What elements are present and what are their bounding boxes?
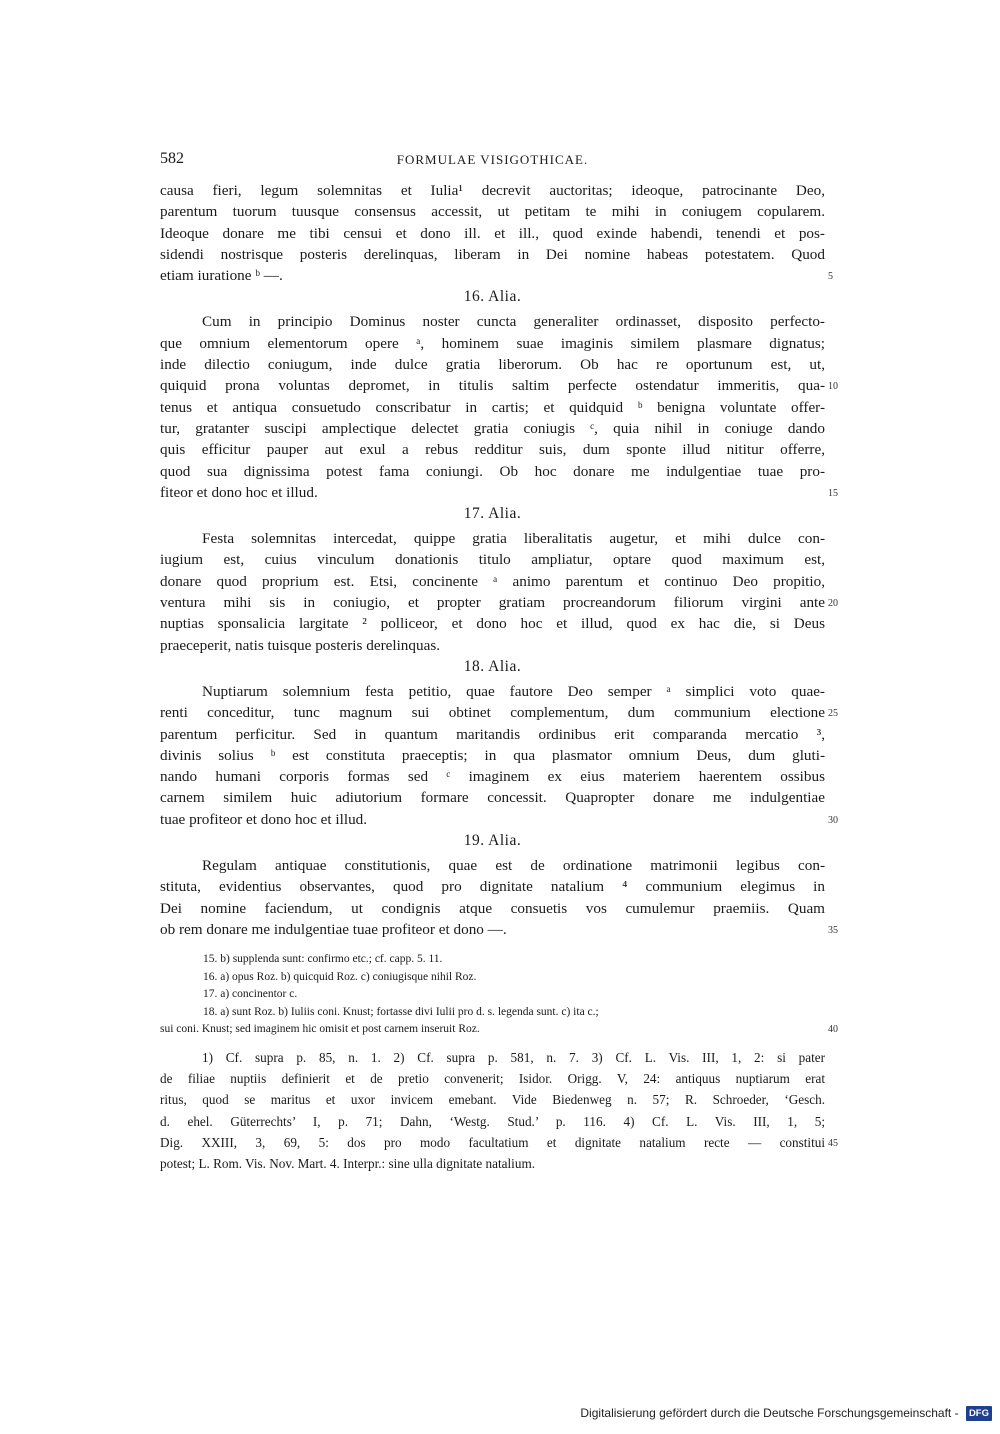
critical-note-line-text: 18. a) sunt Roz. b) Iuliis coni. Knust; fortasse divi Iulii pro d. s. legenda sunt. c) ita c.; [203, 1005, 599, 1018]
text-line [160, 375, 838, 396]
footnotes [160, 1047, 838, 1175]
text-line [160, 787, 825, 808]
critical-note-line-text: 15. b) supplenda sunt: confirmo etc.; cf. capp. 5. 11. [203, 953, 443, 966]
critical-note-line [160, 1021, 838, 1039]
page [160, 150, 838, 1174]
text-line [160, 809, 838, 830]
critical-note-line [160, 1004, 825, 1022]
text-line [160, 745, 825, 766]
critical-apparatus [160, 951, 838, 1039]
line-number: 35 [828, 924, 838, 936]
critical-note-line-text: sui coni. Knust; sed imaginem hic omisit et post carnem inseruit Roz. [160, 1023, 480, 1036]
text-line [160, 613, 825, 634]
section-heading: 19. Alia. [463, 832, 522, 850]
text-line-text: divinis solius ᵇ est constituta praeceptis; in qua plasmator omnium Deus, dum gluti- [160, 746, 825, 764]
text-line [160, 919, 838, 940]
line-number: 15 [828, 487, 838, 499]
text-line-text: Ideoque donare me tibi censui et dono ill. et ill., quod exinde habendi, tenendi et pos- [160, 224, 825, 242]
line-number: 30 [828, 814, 838, 826]
footnote-line-text: ritus, quod se maritus et uxor invicem emebant. Vide Biedenweg n. 57; R. Schroeder, ‘Gesch. [160, 1092, 825, 1108]
text-line-text: parentum tuorum tuusque consensus accessit, ut petitam te mihi in coniugem copularem. [160, 203, 825, 221]
text-section [160, 656, 838, 830]
line-number: 25 [828, 708, 838, 720]
text-line [160, 898, 825, 919]
page-number: 582 [160, 150, 184, 167]
text-line [160, 681, 825, 702]
text-line [160, 571, 825, 592]
text-line [160, 201, 825, 222]
text-line-text: Dei nomine faciendum, ut condignis atque consuetis vos cumulemur praemiis. Quam [160, 899, 825, 917]
footnote-line [160, 1068, 825, 1089]
text-line [160, 223, 825, 244]
footnote-line-text: de filiae nuptiis definierit et de pretio convenerit; Isidor. Origg. V, 24: antiquus nuptiarum erat [160, 1071, 825, 1086]
text-line-text: Nuptiarum solemnium festa petitio, quae fautore Deo semper ᵃ simplici voto quae- [202, 682, 825, 700]
text-line-text: quis efficitur pauper aut exul a rebus redditur suis, dum sponte illud nititur offerre, [160, 441, 825, 459]
critical-note-line [160, 986, 825, 1004]
section-heading: 16. Alia. [463, 288, 522, 306]
text-line-text: que omnium elementorum opere ᵃ, hominem suae imaginis similem plasmare dignatus; [160, 334, 825, 352]
text-line-text: Festa solemnitas intercedat, quippe gratia liberalitatis augetur, et mihi dulce con- [202, 530, 825, 548]
text-line [160, 333, 825, 354]
critical-note-line-text: 16. a) opus Roz. b) quicquid Roz. c) coniugisque nihil Roz. [203, 970, 477, 983]
footnote-line-text: d. ehel. Güterrechts’ I, p. 71; Dahn, ‘Westg. Stud.’ p. 116. 4) Cf. L. Vis. III, 1, 5; [160, 1113, 825, 1129]
text-line [160, 855, 825, 876]
text-line-text: inde dilectio coniugum, inde dulce gratia liberorum. Ob hac re oportunum est, ut, [160, 356, 825, 374]
line-number: 40 [828, 1024, 838, 1036]
dfg-logo: DFG [966, 1406, 992, 1421]
text-line-text: iugium est, cuius vinculum donationis titulo ampliatur, optare quod maximum est, [160, 551, 825, 569]
text-line-text: tuae profiteor et dono hoc et illud. [160, 810, 368, 828]
critical-note-line [160, 969, 825, 987]
text-line [160, 244, 825, 265]
text-line [160, 549, 825, 570]
line-number: 5 [828, 271, 833, 283]
text-section [160, 830, 838, 940]
text-line-text: nando humani corporis formas sed ᶜ imaginem ex eius materiem haerentem ossibus [160, 768, 825, 786]
section-heading: 18. Alia. [463, 657, 522, 675]
footnote-line-text: potest; L. Rom. Vis. Nov. Mart. 4. Interpr.: sine ulla dignitate natalium. [160, 1156, 535, 1172]
main-text [160, 180, 838, 940]
text-line-text: fiteor et dono hoc et illud. [160, 483, 318, 501]
credit-text: Digitalisierung gefördert durch die Deutsche Forschungsgemeinschaft - [580, 1406, 959, 1420]
text-line [160, 635, 825, 656]
text-line [160, 418, 825, 439]
line-number: 20 [828, 598, 838, 610]
text-line [160, 702, 838, 723]
text-line-text: Regulam antiquae constitutionis, quae est de ordinatione matrimonii legibus con- [202, 857, 825, 875]
text-line-text: etiam iuratione ᵇ —. [160, 267, 283, 285]
footnote-line [160, 1111, 825, 1132]
text-line-text: stituta, evidentius observantes, quod pro dignitate natalium ⁴ communium elegimus in [160, 878, 825, 896]
text-line [160, 724, 825, 745]
text-line-text: tur, gratanter suscipi amplectique delectet gratia coniugis ᶜ, quia nihil in coniuge dando [160, 419, 825, 437]
critical-note-line [160, 951, 825, 969]
text-line [160, 311, 825, 332]
footnote-line [160, 1047, 825, 1068]
running-title: FORMULAE VISIGOTHICAE. [396, 152, 589, 167]
critical-note-line-text: 17. a) concinentor c. [203, 988, 298, 1001]
digitization-credit [580, 1402, 992, 1424]
text-line [160, 482, 838, 503]
text-line-text: tenus et antiqua consuetudo conscribatur in cartis; et quidquid ᵇ benigna voluntate offer- [160, 398, 825, 416]
text-section [160, 180, 833, 286]
text-line [160, 180, 825, 201]
line-number: 45 [828, 1137, 838, 1149]
text-line-text: quiquid prona voluntas depromet, in titulis saltim perfecte ostendatur immeritis, qua- [160, 377, 825, 395]
page-header [160, 150, 825, 180]
text-section [160, 503, 838, 656]
text-line [160, 439, 825, 460]
footnote-line [160, 1132, 838, 1153]
text-line-text: praeceperit, natis tuisque posteris derelinquas. [160, 636, 441, 654]
text-line [160, 528, 825, 549]
footnote-line-text: Dig. XXIII, 3, 69, 5: dos pro modo facultatium et dignitate natalium recte — constitui [160, 1134, 825, 1150]
text-line [160, 766, 825, 787]
text-section [160, 286, 838, 503]
text-line-text: renti conceditur, tunc magnum sui obtinet complementum, dum communium electione [160, 704, 825, 722]
line-number: 10 [828, 381, 838, 393]
text-line-text: quod sua dignissima potest fama coniungi. Ob hoc donare me indulgentiae tuae pro- [160, 462, 825, 480]
text-line [160, 354, 825, 375]
text-line [160, 265, 833, 286]
text-line-text: donare quod proprium est. Etsi, concinente ᵃ animo parentum et continuo Deo propitio, [160, 572, 825, 590]
text-line-text: Cum in principio Dominus noster cuncta generaliter ordinasset, disposito perfecto- [202, 313, 825, 331]
text-line [160, 397, 825, 418]
text-line-text: ob rem donare me indulgentiae tuae profiteor et dono —. [160, 920, 507, 938]
footnote-line-text: 1) Cf. supra p. 85, n. 1. 2) Cf. supra p. 581, n. 7. 3) Cf. L. Vis. III, 1, 2: si pater [202, 1049, 825, 1065]
text-line-text: ventura mihi sis in coniugio, et propter gratiam procreandorum filiorum virgini ante [160, 594, 825, 612]
footnote-line [160, 1153, 825, 1174]
text-line [160, 592, 838, 613]
text-line-text: nuptias sponsalicia largitate ² polliceor, et dono hoc et illud, quod ex hac die, si Deus [160, 615, 825, 633]
text-line-text: carnem similem huic adiutorium formare concessit. Quapropter donare me indulgentiae [160, 789, 825, 807]
footnote-line [160, 1089, 825, 1110]
text-line [160, 876, 825, 897]
text-line [160, 461, 825, 482]
section-heading: 17. Alia. [463, 505, 522, 523]
text-line-text: parentum perficitur. Sed in quantum maritandis ordinibus erit comparanda mercatio ³, [160, 725, 825, 743]
text-line-text: sidendi nostrisque posteris derelinquas, liberam in Dei nomine habeas potestatem. Quod [160, 245, 825, 263]
text-line-text: causa fieri, legum solemnitas et Iulia¹ decrevit auctoritas; ideoque, patrocinante Deo, [160, 182, 825, 199]
